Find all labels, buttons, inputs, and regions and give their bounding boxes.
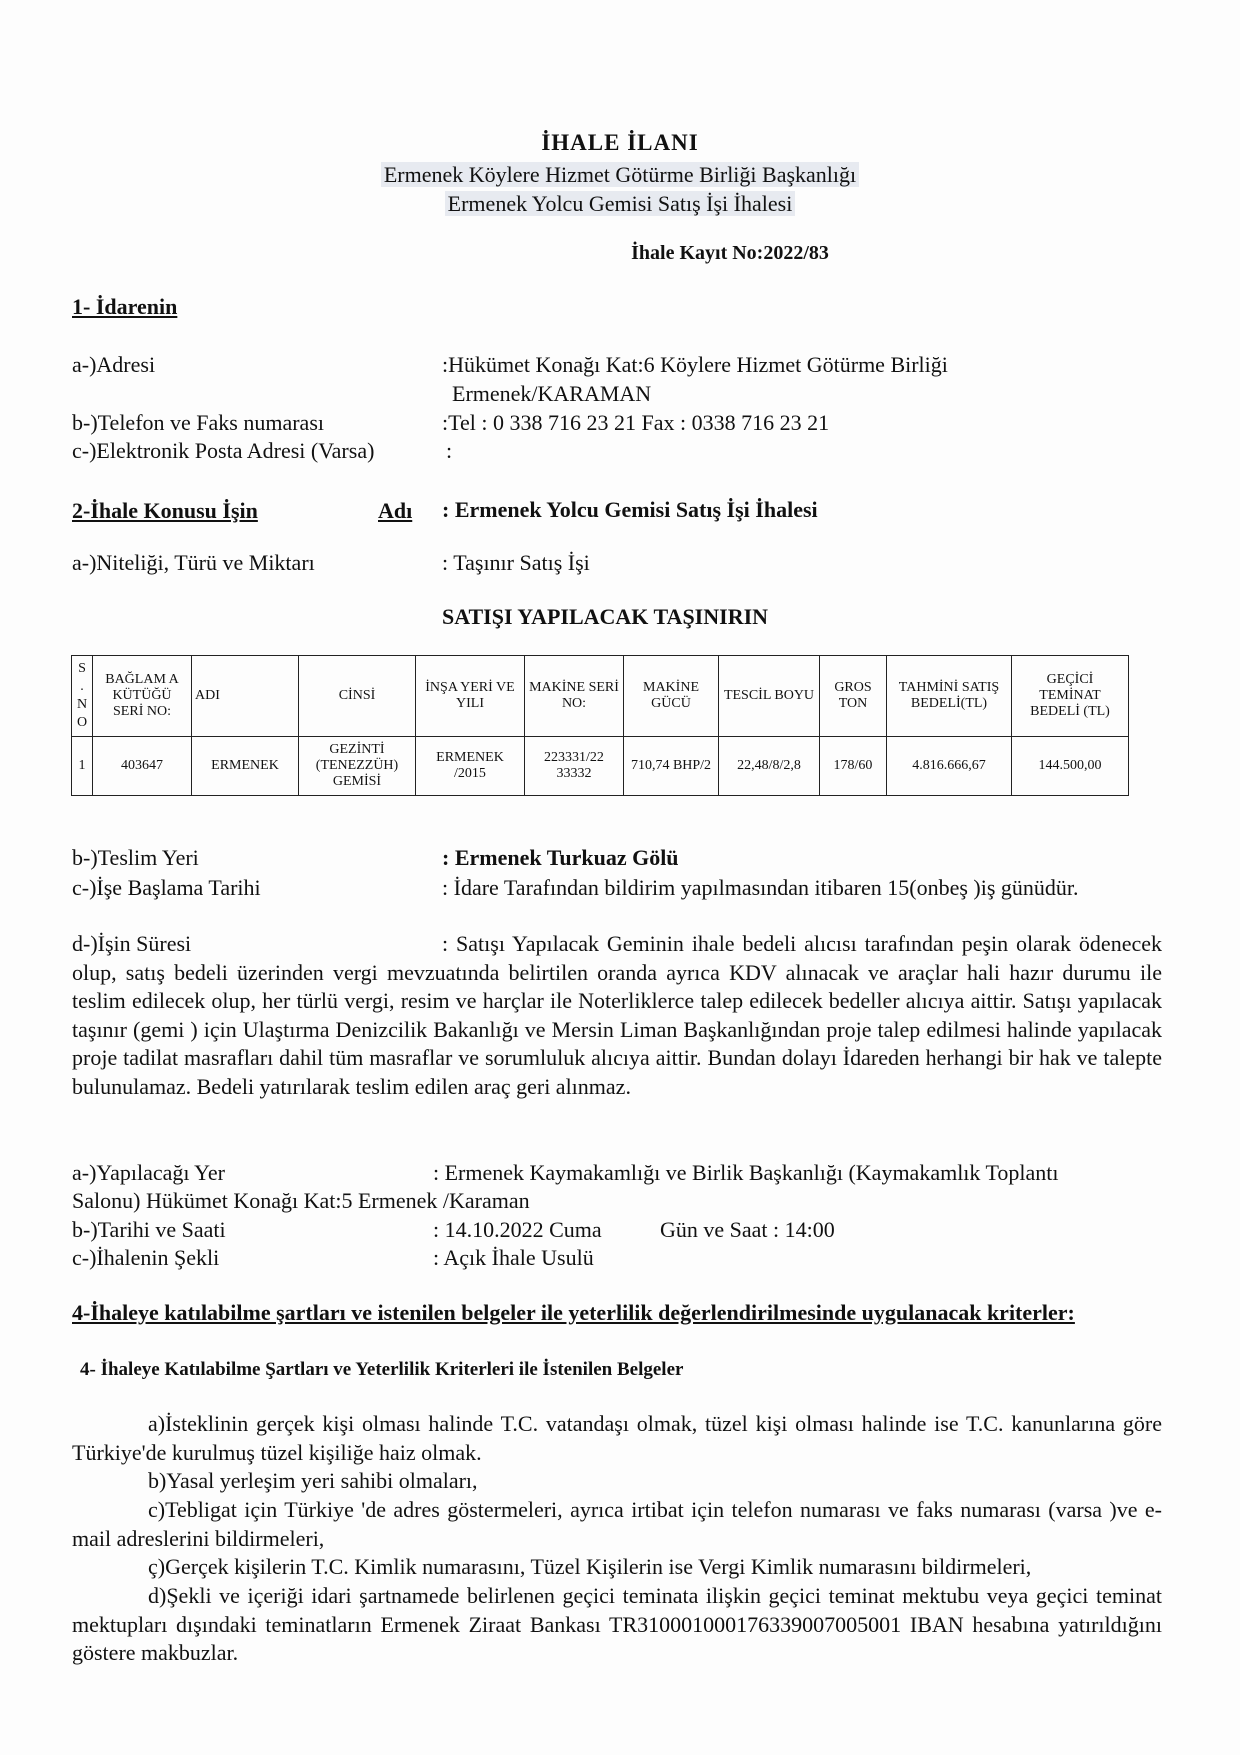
- venue-value-line2: Salonu) Hükümet Konağı Kat:5 Ermenek /Karaman: [72, 1188, 530, 1213]
- phone-fax-label: b-)Telefon ve Faks numarası: [72, 410, 324, 435]
- col-tahmini: TAHMİNİ SATIŞ BEDELİ(TL): [887, 656, 1012, 737]
- table-row: [72, 737, 1129, 796]
- venue-label: a-)Yapılacağı Yer: [72, 1160, 225, 1185]
- col-gros: GROS TON: [820, 656, 887, 737]
- table-title: SATIŞI YAPILACAK TAŞINIRIN: [442, 604, 769, 629]
- col-makine-seri: MAKİNE SERİ NO:: [525, 656, 624, 737]
- tender-name-value: : Ermenek Yolcu Gemisi Satış İşi İhalesi: [442, 497, 818, 522]
- venue-value: : Ermenek Kaymakamlığı ve Birlik Başkanlığı (Kaymakamlık Toplantı: [433, 1160, 1059, 1185]
- col-baglam: BAĞLAM A KÜTÜĞÜ SERİ NO:: [93, 656, 192, 737]
- cell-gecici: 144.500,00: [1012, 737, 1129, 796]
- table-header-row: [72, 656, 1129, 737]
- col-makine-guc: MAKİNE GÜCÜ: [624, 656, 719, 737]
- date-label: b-)Tarihi ve Saati: [72, 1217, 226, 1242]
- phone-fax-value: :Tel : 0 338 716 23 21 Fax : 0338 716 23 21: [442, 410, 830, 435]
- email-value: :: [446, 438, 453, 463]
- delivery-place-label: b-)Teslim Yeri: [72, 845, 199, 870]
- col-gecici: GEÇİCİ TEMİNAT BEDELİ (TL): [1012, 656, 1129, 737]
- cell-tahmini: 4.816.666,67: [887, 737, 1012, 796]
- date-value: : 14.10.2022 Cuma: [433, 1217, 602, 1242]
- cell-baglam: 403647: [93, 737, 192, 796]
- cell-adi: ERMENEK: [192, 737, 299, 796]
- organization-name: Ermenek Köylere Hizmet Götürme Birliği Başkanlığı: [0, 162, 1240, 188]
- col-adi: ADI: [192, 656, 299, 737]
- cell-makine-seri: 223331/22 33332: [525, 737, 624, 796]
- cell-cinsi: GEZİNTİ (TENEZZÜH) GEMİSİ: [299, 737, 416, 796]
- section-4-subtitle: 4- İhaleye Katılabilme Şartları ve Yeterlilik Kriterleri ile İstenilen Belgeler: [80, 1359, 684, 1380]
- method-value: : Açık İhale Usulü: [433, 1245, 594, 1270]
- start-date-value: : İdare Tarafından bildirim yapılmasından itibaren 15(onbeş )iş günüdür.: [442, 875, 1079, 900]
- duration-text: : Satışı Yapılacak Geminin ihale bedeli alıcısı tarafından peşin olarak ödenecek olup, satış bedeli üzerinden vergi mevzuatında belirtilen oranda ayrıca KDV alınacak ve araçlar hali hazır durumu ile teslim edilecek olup, her türlü vergi, resim ve harçlar ile Noterliklerce talep edilecek bedeller alıcıya aittir. Satışı yapılacak taşınır (gemi ) için Ulaştırma Denizcilik Bakanlığı ve Mersin Liman Başkanlığından proje talep edilmesi halinde yapılacak proje tadilat masrafları dahil tüm masraflar ve sorumluluk alıcıya aittir. Bundan dolayı İdareden herhangi bir hak ve talepte bulunulamaz. Bedeli yatırılarak teslim edilen araç geri alınmaz.: [72, 931, 1162, 1099]
- page-title: İHALE İLANI: [541, 130, 699, 155]
- duration-paragraph: [72, 930, 1162, 1101]
- section-1-title: 1- İdarenin: [72, 294, 178, 319]
- address-value: :Hükümet Konağı Kat:6 Köylere Hizmet Götürme Birliği: [442, 352, 948, 377]
- col-cinsi: CİNSİ: [299, 656, 416, 737]
- cell-gros: 178/60: [820, 737, 887, 796]
- start-date-label: c-)İşe Başlama Tarihi: [72, 875, 261, 900]
- tender-subject: Ermenek Yolcu Gemisi Satış İşi İhalesi: [0, 191, 1240, 217]
- col-insa: İNŞA YERİ VE YILI: [416, 656, 525, 737]
- delivery-place-value: : Ermenek Turkuaz Gölü: [442, 845, 679, 870]
- address-value-line2: Ermenek/KARAMAN: [452, 381, 652, 406]
- time-value: Gün ve Saat : 14:00: [660, 1217, 835, 1242]
- nature-value: : Taşınır Satış İşi: [442, 550, 590, 575]
- sale-items-table: [71, 655, 1129, 796]
- cell-makine-guc: 710,74 BHP/2: [624, 737, 719, 796]
- tender-registration-no: İhale Kayıt No:2022/83: [631, 242, 829, 264]
- section-4-title: 4-İhaleye katılabilme şartları ve istenilen belgeler ile yeterlilik değerlendirilmesinde uygulanacak kriterler:: [72, 1300, 1075, 1325]
- col-sno: S . N O: [72, 656, 93, 737]
- address-label: a-)Adresi: [72, 352, 156, 377]
- col-tescil: TESCİL BOYU: [719, 656, 820, 737]
- cell-insa: ERMENEK /2015: [416, 737, 525, 796]
- list-item: b)Yasal yerleşim yeri sahibi olmaları,: [148, 1468, 478, 1493]
- nature-label: a-)Niteliği, Türü ve Miktarı: [72, 550, 315, 575]
- method-label: c-)İhalenin Şekli: [72, 1245, 220, 1270]
- list-item: d)Şekli ve içeriği idari şartnamede belirlenen geçici teminata ilişkin geçici teminat mektubu veya geçici teminat mektupları dışındaki teminatların Ermenek Ziraat Bankası TR310001000176339007005001 IBAN hesabına yatırıldığını göstere makbuzlar.: [72, 1583, 1162, 1665]
- section-2-title: 2-İhale Konusu İşin Adı: [72, 498, 413, 523]
- email-label: c-)Elektronik Posta Adresi (Varsa): [72, 438, 375, 463]
- list-item: c)Tebligat için Türkiye 'de adres göstermeleri, ayrıca irtibat için telefon numarası ve faks numarası (varsa )ve e-mail adreslerini bildirmeleri,: [72, 1497, 1162, 1551]
- cell-tescil: 22,48/8/2,8: [719, 737, 820, 796]
- list-item: a)İsteklinin gerçek kişi olması halinde T.C. vatandaşı olmak, tüzel kişi olması halinde ise T.C. kanunlarına göre Türkiye'de kurulmuş tüzel kişiliğe haiz olmak.: [72, 1411, 1162, 1465]
- cell-sno: 1: [72, 737, 93, 796]
- list-item: ç)Gerçek kişilerin T.C. Kimlik numarasını, Tüzel Kişilerin ise Vergi Kimlik numarasını bildirmeleri,: [148, 1554, 1032, 1579]
- duration-label: d-)İşin Süresi: [72, 931, 192, 956]
